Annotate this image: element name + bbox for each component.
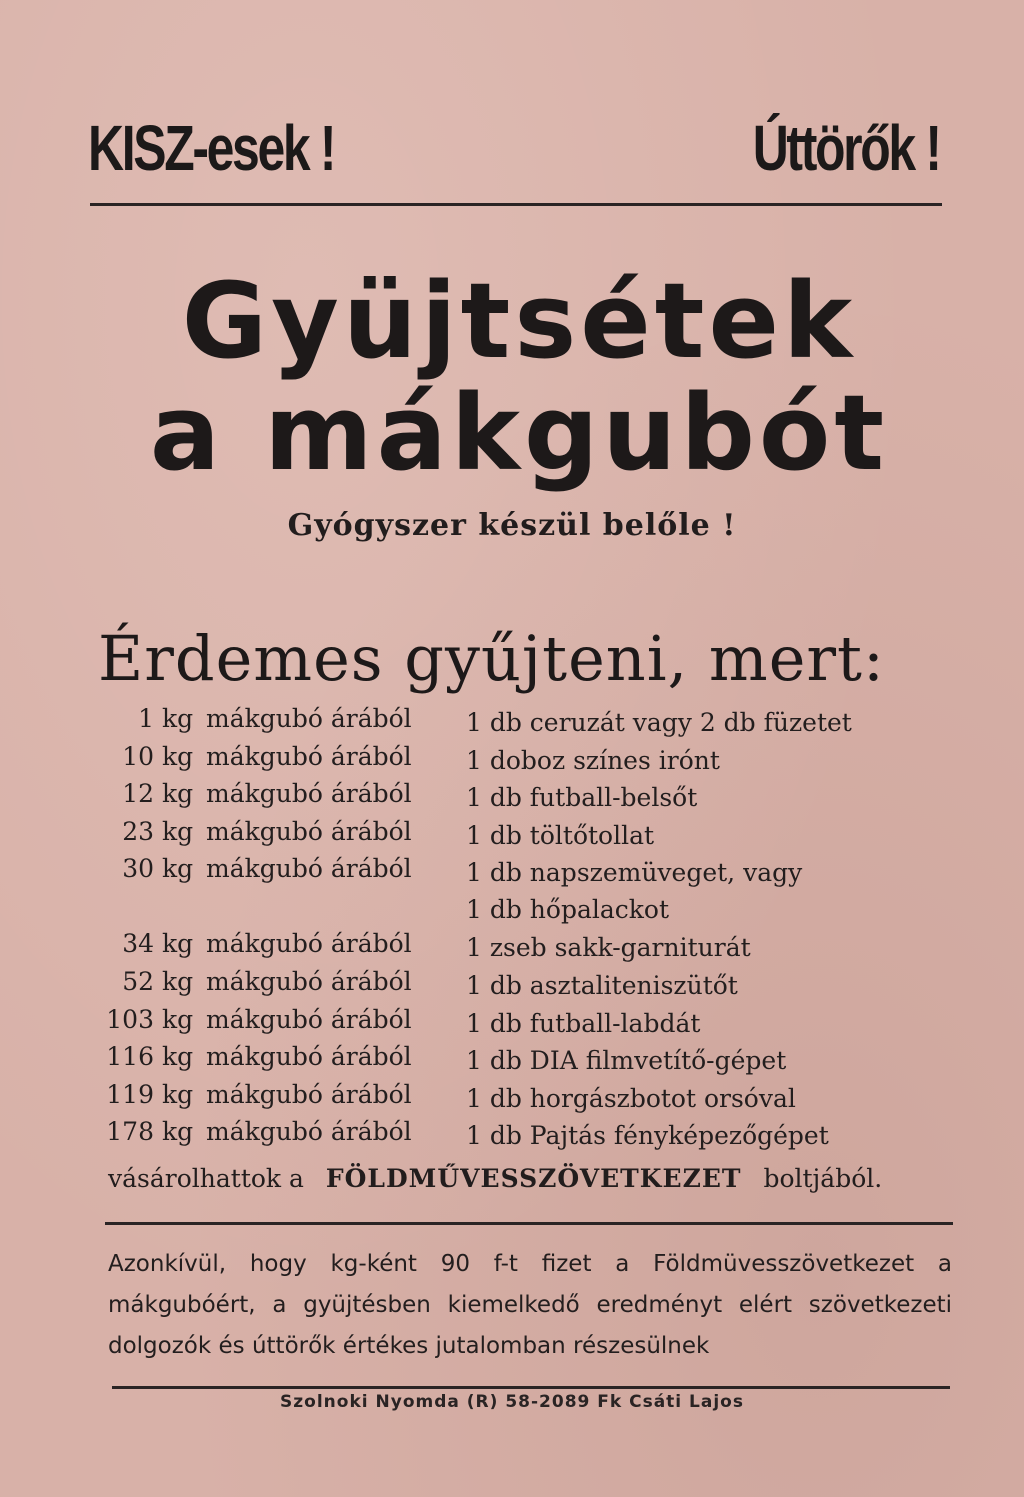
list-item (100, 1005, 960, 1043)
item-quantity: 1 (138, 704, 154, 733)
list-item (100, 1042, 960, 1080)
subtitle: Gyógyszer készül belőle ! (287, 508, 737, 543)
item-source: mákgubó árából (206, 1079, 412, 1109)
header-kisz: KISZ-esek ! (88, 112, 335, 184)
item-reward: 1 db futball-labdát (466, 1008, 701, 1038)
item-source: mákgubó árából (206, 816, 412, 846)
item-quantity: 30 (122, 854, 154, 884)
item-reward (466, 854, 960, 928)
item-unit: kg (162, 1004, 194, 1034)
top-headers (88, 100, 940, 196)
header-uttorok: Úttörők ! (753, 112, 940, 184)
printer-imprint: Szolnoki Nyomda (R) 58-2089 Fk Csáti Lajos (280, 1392, 744, 1412)
item-source: mákgubó árából (206, 1042, 412, 1072)
list-item (100, 1080, 960, 1118)
item-source: mákgubó árából (206, 1117, 412, 1147)
item-source: mákgubó árából (206, 929, 412, 959)
item-reward: 1 doboz színes irónt (466, 745, 720, 775)
item-source: mákgubó árából (206, 966, 412, 996)
section-heading: Érdemes gyűjteni, mert: (98, 622, 885, 695)
item-quantity: 178 (106, 1117, 154, 1147)
item-reward: 1 db Pajtás fényképezőgépet (466, 1121, 829, 1151)
list-item (100, 854, 960, 929)
closing-line (108, 1164, 882, 1193)
item-unit: kg (162, 929, 194, 959)
divider-bottom (112, 1386, 950, 1389)
item-reward: 1 db futball-belsőt (466, 783, 698, 813)
item-unit: kg (162, 816, 194, 846)
item-reward: 1 db asztaliteniszütőt (466, 970, 738, 1000)
item-reward-line-2: 1 db hőpalackot (466, 895, 670, 925)
item-source: mákgubó árából (206, 779, 412, 809)
item-quantity: 10 (122, 741, 154, 771)
closing-after: boltjából. (763, 1164, 883, 1193)
item-unit: kg (162, 854, 194, 884)
item-unit: kg (162, 1117, 194, 1147)
item-unit: kg (162, 1042, 194, 1072)
item-quantity: 52 (122, 966, 154, 996)
item-quantity: 12 (122, 779, 154, 809)
list-item (100, 967, 960, 1005)
item-quantity: 34 (122, 929, 154, 959)
list-item (100, 929, 960, 967)
item-reward: 1 zseb sakk-garniturát (466, 933, 751, 963)
list-item (100, 704, 960, 742)
item-reward: 1 db töltőtollat (466, 820, 655, 850)
item-reward: 1 db horgászbotot orsóval (466, 1083, 796, 1113)
main-title-line-1: Gyüjtsétek (181, 260, 857, 382)
divider-middle (105, 1222, 953, 1225)
bonus-note: Azonkívül, hogy kg-ként 90 f-t fizet a Földmüvesszövetkezet a mákgubóért, a gyüjtésben kiemelkedő eredményt elért szövetkezeti dolgozók és úttörők értékes jutalomban részesülnek (108, 1251, 952, 1359)
list-item (100, 1117, 960, 1155)
item-unit: kg (162, 741, 194, 771)
item-quantity: 23 (122, 816, 154, 846)
item-quantity: 103 (106, 1004, 154, 1034)
item-source: mákgubó árából (206, 704, 412, 733)
item-reward-line-1: 1 db napszemüveget, vagy (466, 858, 803, 888)
main-title-line-2: a mákgubót (149, 372, 889, 494)
item-reward: 1 db DIA filmvetítő-gépet (466, 1046, 787, 1076)
item-unit: kg (162, 966, 194, 996)
item-unit: kg (162, 779, 194, 809)
cooperative-name: FÖLDMŰVESSZÖVETKEZET (325, 1164, 742, 1193)
item-source: mákgubó árából (206, 1004, 412, 1034)
item-source: mákgubó árából (206, 741, 412, 771)
item-source: mákgubó árából (206, 854, 412, 884)
divider-top (90, 203, 942, 206)
item-reward: 1 db ceruzát vagy 2 db füzetet (466, 708, 852, 737)
closing-before: vásárolhattok a (108, 1164, 304, 1193)
item-unit: kg (162, 1079, 194, 1109)
reward-list (100, 704, 960, 1155)
list-item (100, 817, 960, 855)
list-item (100, 742, 960, 780)
item-quantity: 119 (106, 1079, 154, 1109)
item-quantity: 116 (106, 1042, 154, 1072)
item-unit: kg (162, 704, 194, 733)
list-item (100, 779, 960, 817)
